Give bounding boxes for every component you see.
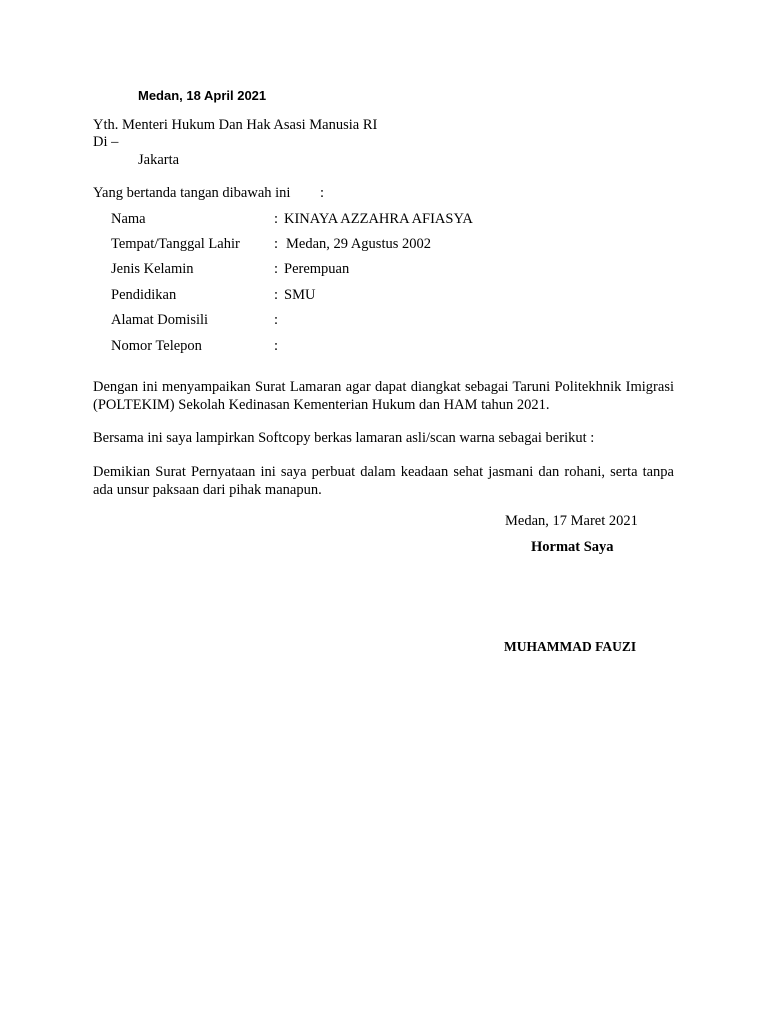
field-value: KINAYA AZZAHRA AFIASYA (284, 211, 473, 227)
closing-date: Medan, 17 Maret 2021 (505, 513, 638, 529)
body-paragraph-1: Dengan ini menyampaikan Surat Lamaran agar dapat diangkat sebagai Taruni Politekhnik Imigrasi (POLTEKIM) Sekolah Kedinasan Kementerian Hukum dan HAM tahun 2021. (93, 379, 674, 413)
intro-text: Yang bertanda tangan dibawah ini (93, 185, 291, 201)
field-label: Jenis Kelamin (111, 261, 194, 277)
field-colon: : (274, 338, 279, 354)
field-colon: : (274, 236, 279, 252)
intro-colon: : (320, 185, 325, 201)
field-colon: : (274, 211, 279, 227)
field-colon: : (274, 261, 279, 277)
field-label: Nama (111, 211, 146, 227)
body-paragraph-3: Demikian Surat Pernyataan ini saya perbuat dalam keadaan sehat jasmani dan rohani, serta tanpa ada unsur paksaan dari pihak manapun. (93, 464, 674, 498)
field-colon: : (274, 287, 279, 303)
recipient-line-1: Yth. Menteri Hukum Dan Hak Asasi Manusia RI (93, 117, 378, 133)
field-colon: : (274, 312, 279, 328)
field-label: Pendidikan (111, 287, 177, 303)
recipient-line-3: Jakarta (138, 152, 180, 168)
field-label: Tempat/Tanggal Lahir (111, 236, 240, 252)
field-label: Nomor Telepon (111, 338, 202, 354)
field-value: SMU (284, 287, 316, 303)
header-date: Medan, 18 April 2021 (138, 88, 267, 103)
field-label: Alamat Domisili (111, 312, 209, 328)
field-value: Perempuan (284, 261, 350, 277)
recipient-line-2: Di – (93, 134, 119, 150)
body-paragraph-2: Bersama ini saya lampirkan Softcopy berkas lamaran asli/scan warna sebagai berikut : (93, 430, 595, 446)
closing-greeting: Hormat Saya (531, 539, 614, 555)
field-value: Medan, 29 Agustus 2002 (286, 236, 431, 252)
signer-name: MUHAMMAD FAUZI (504, 639, 637, 654)
